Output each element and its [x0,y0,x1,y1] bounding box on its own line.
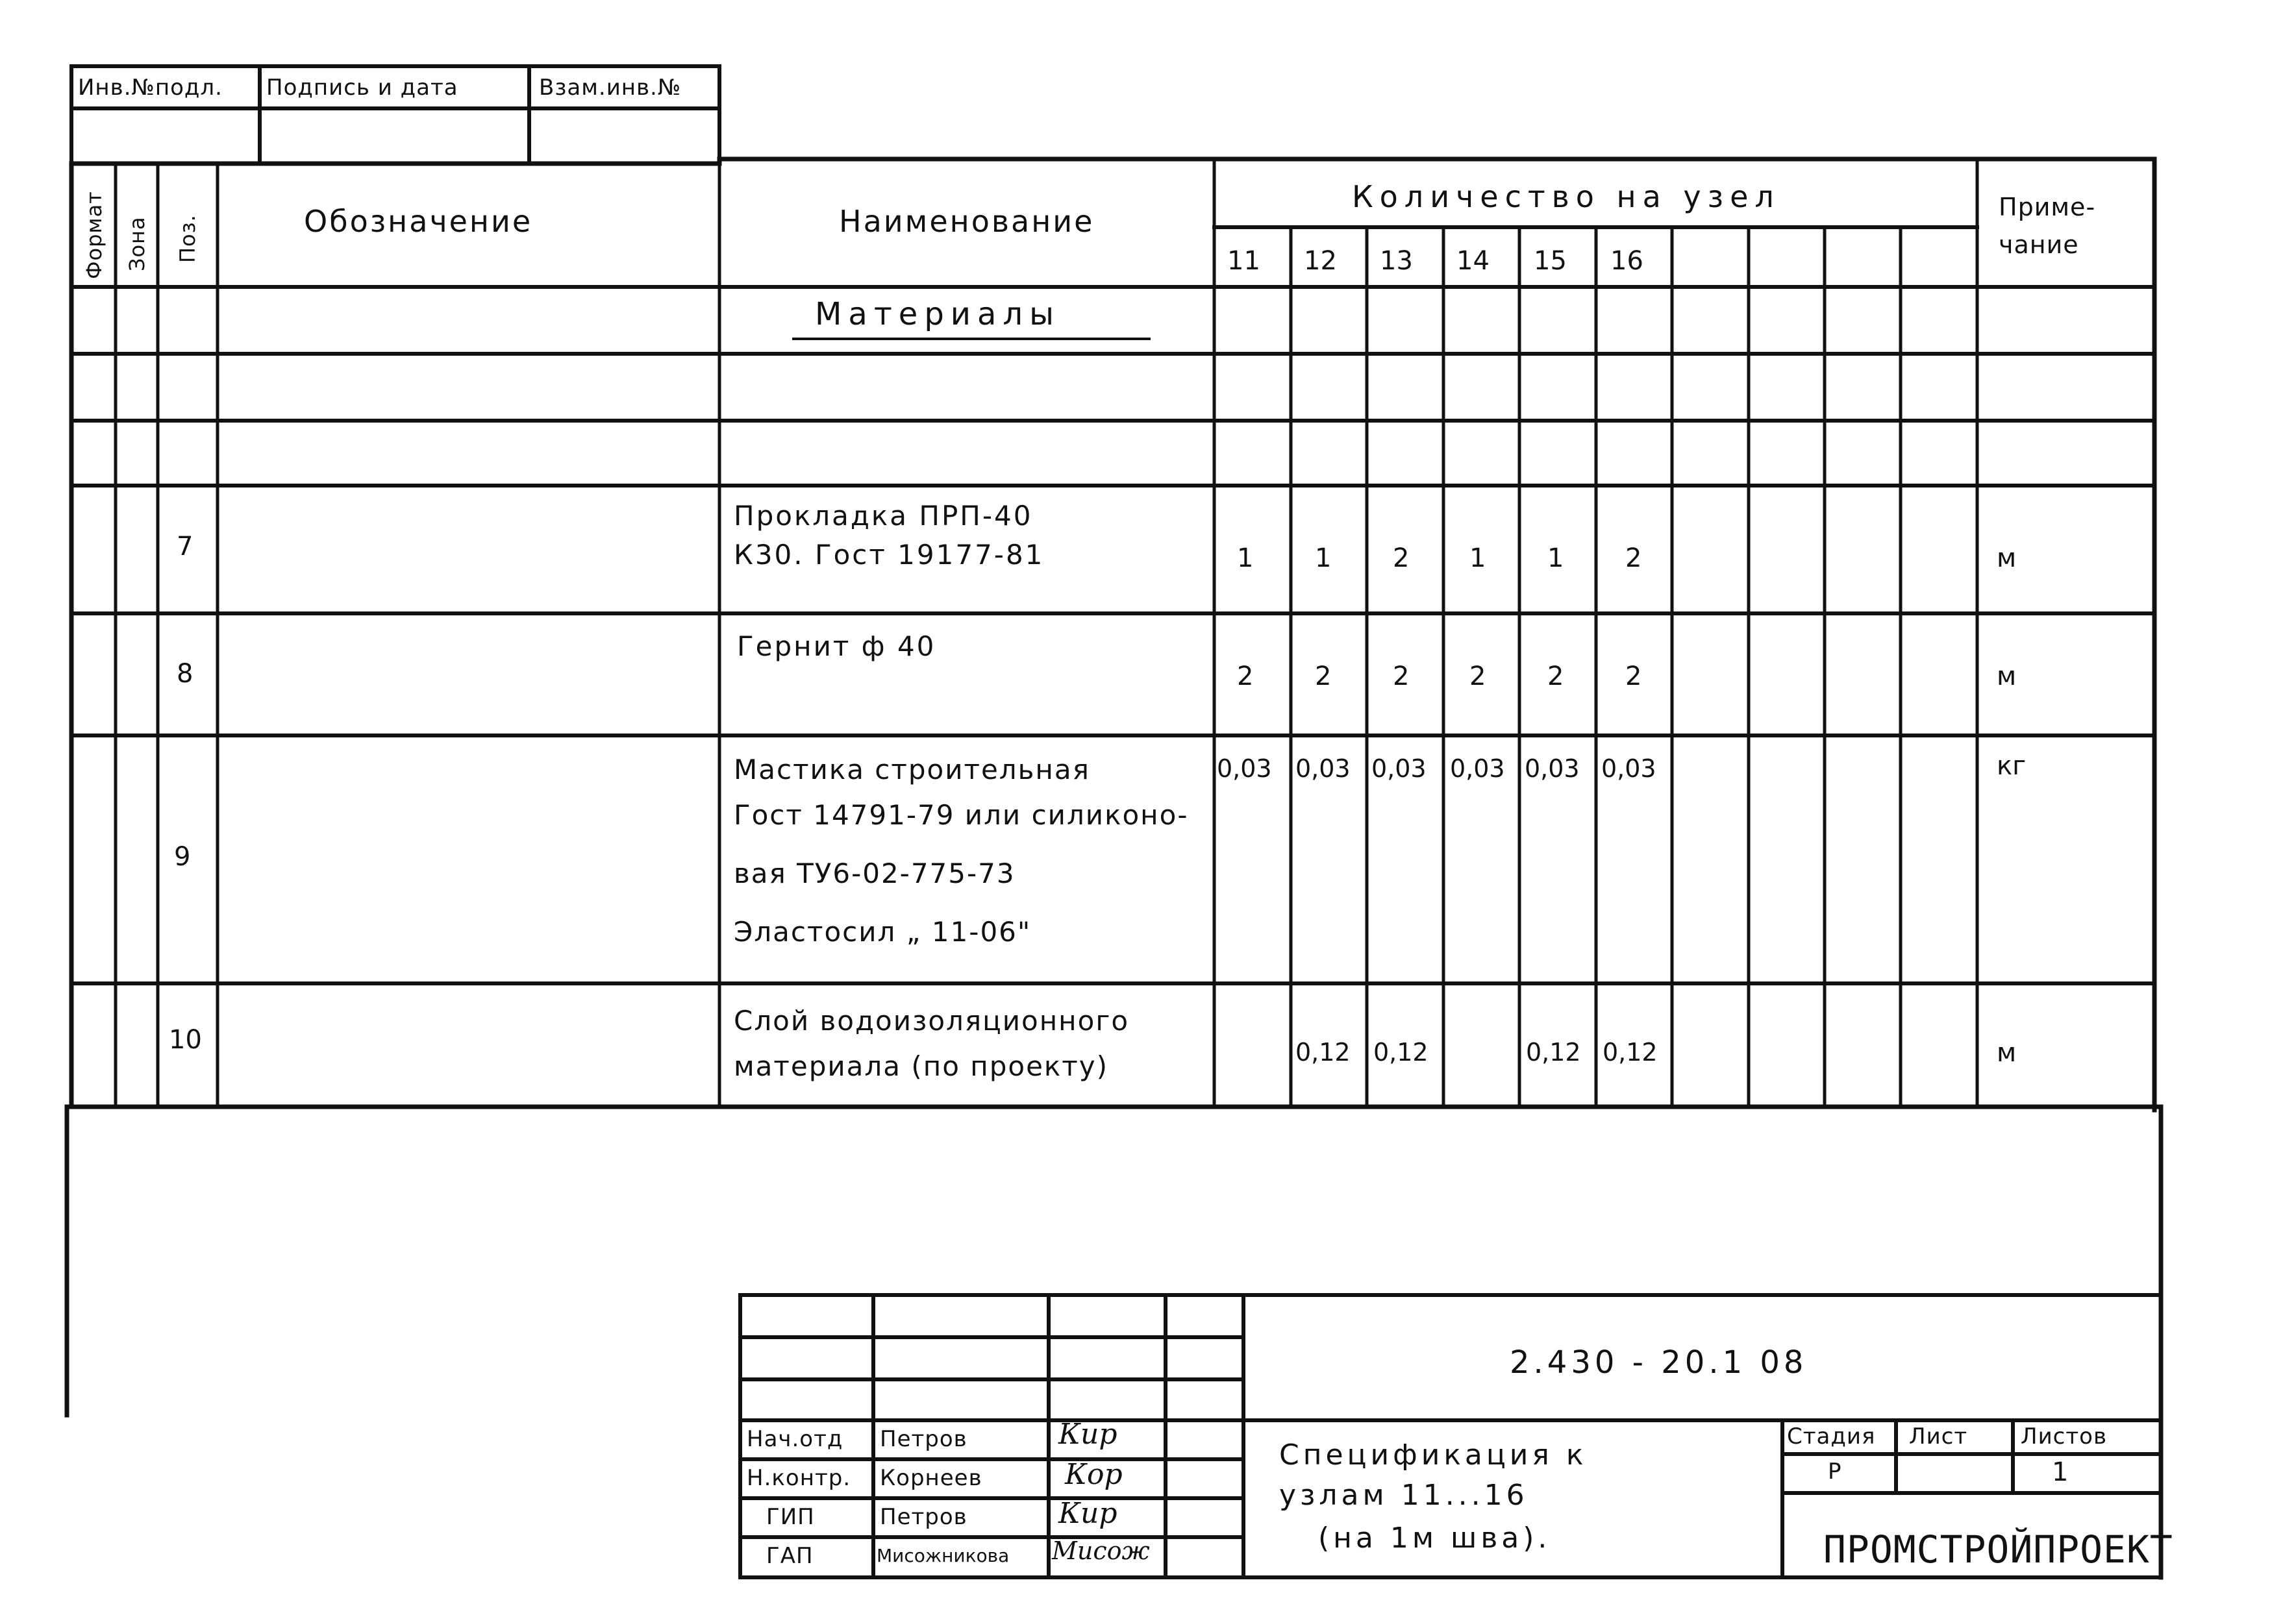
organization-name: ПРОМСТРОЙПРОЕКТ [1823,1527,2173,1572]
row-8-name-line-1: Гернит ф 40 [737,630,936,662]
header-oboznachenie: Обозначение [304,204,533,239]
signature-2: Кор [1065,1458,1123,1491]
unit-header-14: 14 [1456,246,1490,276]
row-9-qty-12: 0,03 [1295,754,1351,783]
row-10-poz: 10 [169,1025,202,1055]
row-9-qty-11: 0,03 [1217,754,1272,783]
header-format: Формат [82,191,106,279]
row-10-qty-16: 0,12 [1603,1038,1658,1067]
doc-title-line-3: (на 1м шва). [1318,1522,1551,1555]
row-7-poz: 7 [177,532,193,561]
role-gip: ГИП [766,1504,815,1530]
signature-4: Мисож [1052,1536,1150,1565]
row-9-qty-14: 0,03 [1450,754,1505,783]
row-9-qty-15: 0,03 [1525,754,1580,783]
role-gap: ГАП [766,1543,814,1569]
row-9-qty-13: 0,03 [1371,754,1427,783]
doc-title-line-2: узлам 11...16 [1279,1479,1529,1512]
unit-header-12: 12 [1304,246,1337,276]
header-zona: Зона [125,216,149,271]
section-title: Материалы [815,296,1060,332]
row-7-qty-14: 1 [1469,543,1486,573]
row-8-qty-14: 2 [1469,661,1486,691]
row-10-qty-12: 0,12 [1295,1038,1351,1067]
listov-value: 1 [2052,1457,2069,1487]
stamp-inv-podl-label: Инв.№подл. [78,75,223,101]
name-3: Петров [880,1504,967,1530]
stamp-vzam-inv-label: Взам.инв.№ [539,75,682,101]
row-8-qty-16: 2 [1625,661,1642,691]
row-8-qty-13: 2 [1393,661,1410,691]
name-4: Мисожникова [877,1545,1010,1566]
name-2: Корнеев [880,1465,982,1491]
row-8-qty-11: 2 [1237,661,1254,691]
unit-header-16: 16 [1610,246,1643,276]
role-n-kontr: Н.контр. [747,1465,851,1491]
row-7-qty-11: 1 [1237,543,1254,573]
row-9-qty-16: 0,03 [1601,754,1656,783]
row-7-note: м [1997,543,2017,573]
stadiya-value: Р [1828,1459,1842,1485]
listov-label: Листов [2021,1424,2108,1450]
header-primechanie-2: чание [1999,230,2079,259]
row-7-name-line-2: К30. Гост 19177-81 [734,539,1045,571]
row-10-name-line-1: Слой водоизоляционного [734,1005,1130,1037]
row-7-name-line-1: Прокладка ПРП-40 [734,500,1033,532]
row-7-qty-12: 1 [1315,543,1332,573]
table-frame [67,159,2161,1577]
list-label: Лист [1909,1424,1968,1450]
row-9-name-line-4: Эластосил „ 11-06" [734,916,1032,948]
row-8-poz: 8 [177,659,193,689]
header-kolichestvo: Количество на узел [1352,179,1780,214]
row-7-qty-15: 1 [1547,543,1564,573]
row-9-name-line-1: Мастика строительная [734,754,1090,785]
row-9-name-line-2: Гост 14791-79 или силиконо- [734,799,1189,831]
document-code: 2.430 - 20.1 08 [1510,1344,1808,1381]
row-10-qty-15: 0,12 [1526,1038,1581,1067]
row-9-name-line-3: вая ТУ6-02-775-73 [734,858,1016,889]
row-9-note: кг [1997,751,2027,781]
doc-title-line-1: Спецификация к [1279,1438,1588,1472]
row-8-note: м [1997,661,2017,691]
unit-header-15: 15 [1534,246,1567,276]
row-8-qty-12: 2 [1315,661,1332,691]
row-10-name-line-2: материала (по проекту) [734,1050,1108,1082]
row-9-poz: 9 [174,842,191,872]
name-1: Петров [880,1426,967,1452]
signature-3: Кир [1058,1497,1117,1530]
row-7-qty-13: 2 [1393,543,1410,573]
header-poz: Поз. [175,214,200,263]
row-lines [71,227,2154,983]
row-10-qty-13: 0,12 [1373,1038,1429,1067]
unit-header-11: 11 [1227,246,1260,276]
role-nach-otd: Нач.отд [747,1426,843,1452]
row-10-note: м [1997,1038,2017,1068]
stamp-podpis-data-label: Подпись и дата [266,75,458,101]
stadiya-label: Стадия [1787,1424,1876,1450]
row-8-qty-15: 2 [1547,661,1564,691]
header-primechanie-1: Приме- [1999,193,2096,221]
header-naimenovanie: Наименование [839,204,1095,239]
signature-1: Кир [1058,1418,1117,1451]
unit-header-13: 13 [1380,246,1413,276]
row-7-qty-16: 2 [1625,543,1642,573]
